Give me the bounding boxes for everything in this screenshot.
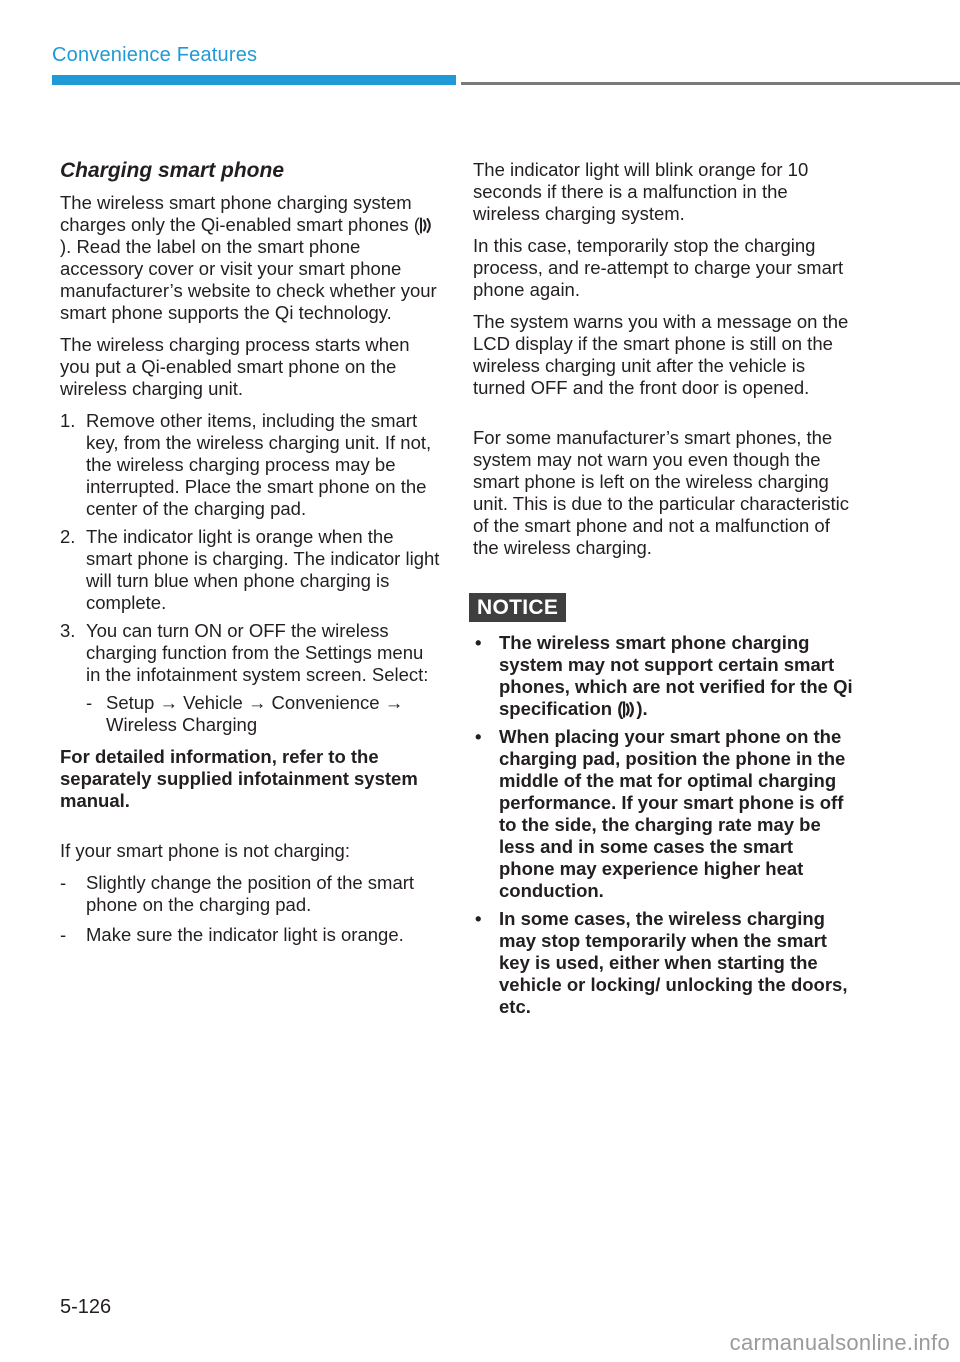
manufacturer-paragraph: For some manufacturer’s smart phones, the system may not warn you even though the smart phone is left on the wireless charging unit. This is due to the particular characteristic of the smart phone and not a malfunction of the wireless charging. (473, 427, 849, 558)
bullet-marker: • (475, 632, 482, 653)
watermark: carmanualsonline.info (729, 1330, 950, 1355)
notice-text: In some cases, the wireless charging may stop temporarily when the smart key is used, either when starting the vehicle or locking/ unlocking the doors, etc. (499, 908, 848, 1017)
qi-wireless-icon (623, 701, 636, 718)
notice-item (473, 632, 853, 720)
not-charging-intro: If your smart phone is not charging: (60, 840, 350, 861)
step-item (60, 620, 440, 736)
notice-badge: NOTICE (469, 593, 566, 622)
intro-paragraph (60, 192, 440, 324)
list-item-text: Slightly change the position of the smart phone on the charging pad. (86, 872, 415, 915)
retry-paragraph: In this case, temporarily stop the charging process, and re-attempt to charge your smart phone again. (473, 235, 844, 300)
step-item (60, 526, 440, 614)
page-number: 5-126 (60, 1296, 112, 1318)
section-title: Convenience Features (52, 44, 258, 66)
notice-list (473, 632, 853, 1018)
notice-item (473, 908, 853, 1018)
intro-text-start: The wireless smart phone charging system charges only the Qi-enabled smart phones ( (60, 192, 420, 235)
setup-path-text: Setup → Vehicle → Convenience → Wireless Charging (106, 692, 404, 735)
header-accent-bar (52, 75, 456, 85)
right-column (473, 159, 853, 1024)
intro-text-end: ). Read the label on the smart phone accessory cover or visit your smart phone manufacturer’s website to check whether your smart phone supports the Qi technology. (60, 236, 437, 323)
setup-path-list (86, 692, 440, 736)
bullet-marker: • (475, 726, 482, 747)
step-text: You can turn ON or OFF the wireless charging function from the Settings menu in the infotainment system screen. Select: (86, 620, 429, 685)
step-number: 1. (60, 410, 76, 431)
charging-heading: Charging smart phone (60, 159, 285, 182)
header-rule (461, 82, 960, 85)
notice-text-start: The wireless smart phone charging system may not support certain smart phones, which are not verified for the Qi specification ( (499, 632, 853, 719)
dash-marker: - (60, 872, 67, 893)
dash-marker: - (86, 692, 93, 713)
step-number: 2. (60, 526, 76, 547)
step-text: Remove other items, including the smart key, from the wireless charging unit. If not, the wireless charging process may be interrupted. Place the smart phone on the center of the charging pad. (86, 410, 432, 519)
dash-marker: - (60, 924, 67, 945)
step-text: The indicator light is orange when the smart phone is charging. The indicator light will turn blue when phone charging is complete. (86, 526, 440, 613)
infotainment-note: For detailed information, refer to the separately supplied infotainment system manual. (60, 746, 418, 811)
warning-paragraph: The system warns you with a message on the LCD display if the smart phone is still on the wireless charging unit after the vehicle is turned OFF and the front door is opened. (473, 311, 849, 398)
charging-steps (60, 410, 440, 736)
qi-wireless-icon (420, 217, 433, 234)
notice-text: When placing your smart phone on the charging pad, position the phone in the middle of the mat for optimal charging performance. If your smart phone is off to the side, the charging rate may be less and in some cases the smart phone may experience higher heat conduction. (499, 726, 846, 901)
list-item (60, 924, 440, 946)
step-number: 3. (60, 620, 76, 641)
step-item (60, 410, 440, 520)
notice-item (473, 726, 853, 902)
left-column (60, 156, 440, 954)
list-item (60, 872, 440, 916)
malfunction-paragraph: The indicator light will blink orange for 10 seconds if there is a malfunction in the wireless charging system. (473, 159, 809, 224)
process-paragraph: The wireless charging process starts when you put a Qi-enabled smart phone on the wireless charging unit. (60, 334, 410, 399)
bullet-marker: • (475, 908, 482, 929)
list-item-text: Make sure the indicator light is orange. (86, 924, 404, 945)
setup-path-item (86, 692, 440, 736)
notice-text-end: ). (636, 698, 648, 719)
not-charging-list (60, 872, 440, 946)
